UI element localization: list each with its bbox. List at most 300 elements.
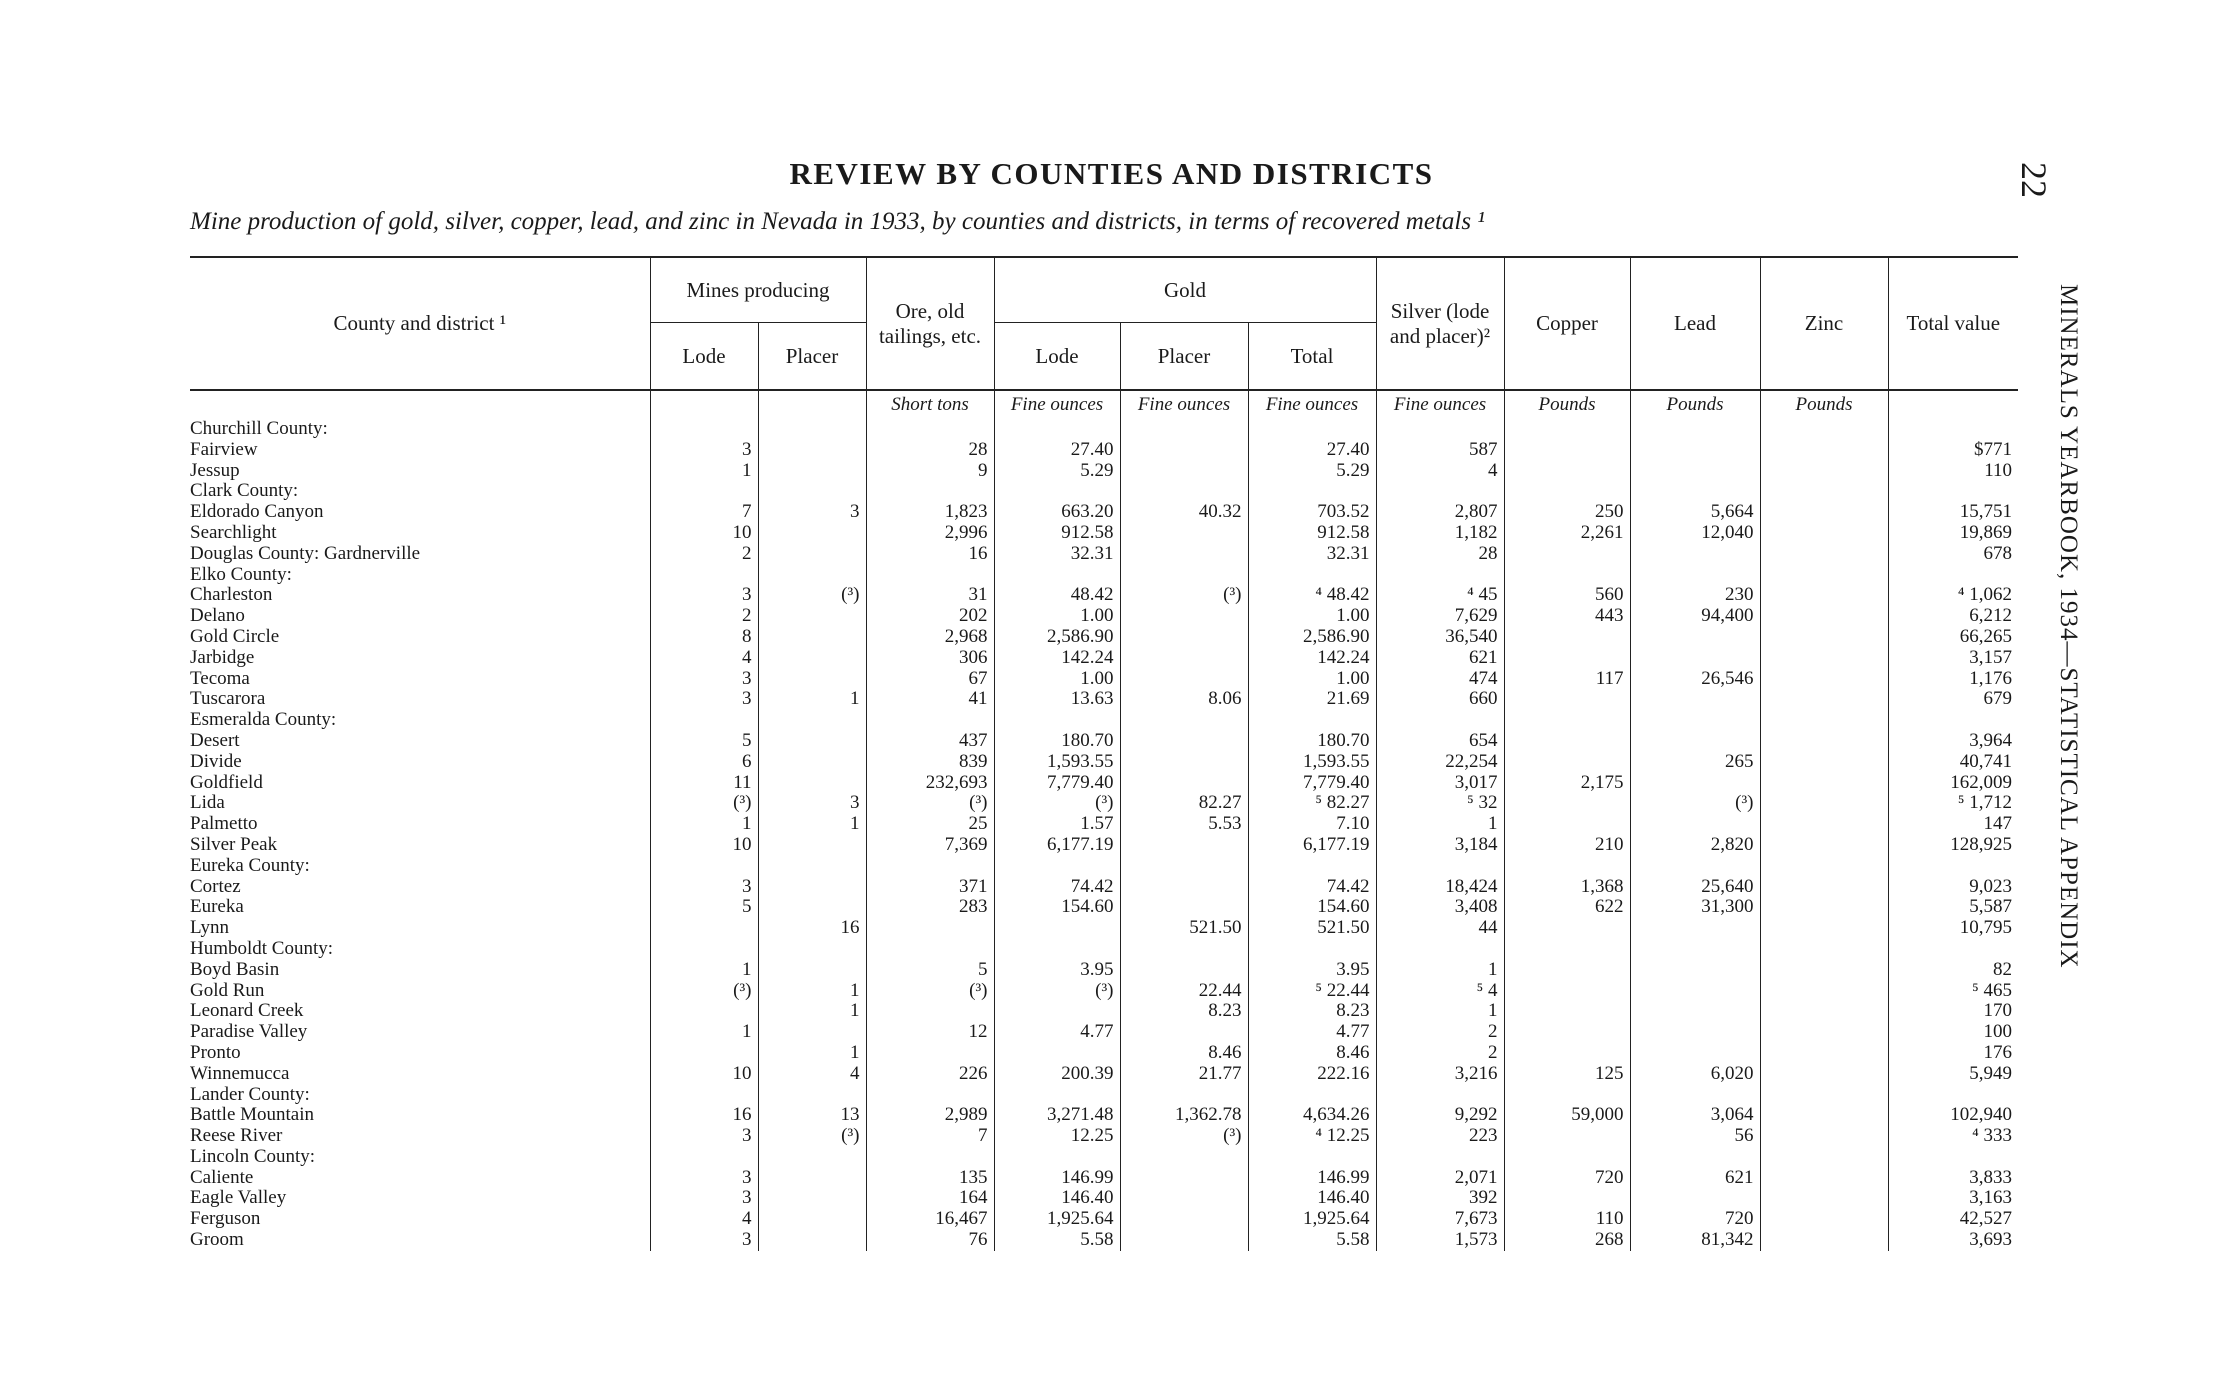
district-row	[190, 731, 2018, 752]
district-name: Reese River	[190, 1126, 283, 1147]
cell-gl: 4.77	[994, 1022, 1120, 1043]
cell-val: 3,693	[1888, 1230, 2018, 1251]
cell-placer: 1	[758, 814, 866, 835]
cell-zn	[1760, 627, 1888, 648]
cell-ore: 9	[866, 461, 994, 482]
cell-gt: 222.16	[1248, 1064, 1376, 1085]
district-row	[190, 648, 2018, 669]
cell-val: $771	[1888, 440, 2018, 461]
cell-gp	[1120, 1168, 1248, 1189]
cell-silver: 1	[1376, 1001, 1504, 1022]
cell-gl	[994, 710, 1120, 731]
district-name: Groom	[190, 1230, 244, 1251]
cell-gp: 22.44	[1120, 981, 1248, 1002]
cell-ore: 1,823	[866, 502, 994, 523]
cell-zn	[1760, 1126, 1888, 1147]
cell-gt: 521.50	[1248, 918, 1376, 939]
cell-gl: 12.25	[994, 1126, 1120, 1147]
cell-cu	[1504, 565, 1630, 586]
district-name: Tuscarora	[190, 689, 266, 710]
cell-gp	[1120, 773, 1248, 794]
cell-ore: 41	[866, 689, 994, 710]
cell-gp	[1120, 606, 1248, 627]
cell-gl	[994, 1085, 1120, 1106]
header-zinc: Zinc	[1760, 257, 1888, 390]
cell-zn	[1760, 689, 1888, 710]
district-name: Douglas County: Gardnerville	[190, 543, 421, 564]
cell-val: ⁴ 1,062	[1888, 585, 2018, 606]
cell-gt: 6,177.19	[1248, 835, 1376, 856]
cell-zn	[1760, 960, 1888, 981]
cell-gl: 1.00	[994, 669, 1120, 690]
district-name: Winnemucca	[190, 1063, 290, 1084]
cell-gp: 521.50	[1120, 918, 1248, 939]
cell-ore: 25	[866, 814, 994, 835]
cell-val	[1888, 939, 2018, 960]
county-row	[190, 1147, 2018, 1168]
cell-pb: 94,400	[1630, 606, 1760, 627]
district-row	[190, 440, 2018, 461]
cell-ore	[866, 1001, 994, 1022]
cell-gl: 1.57	[994, 814, 1120, 835]
cell-silver	[1376, 856, 1504, 877]
cell-val: 82	[1888, 960, 2018, 981]
cell-placer	[758, 565, 866, 586]
district-row	[190, 461, 2018, 482]
county-row	[190, 481, 2018, 502]
cell-gl	[994, 939, 1120, 960]
cell-pb	[1630, 1043, 1760, 1064]
cell-val: 3,833	[1888, 1168, 2018, 1189]
cell-gp: 8.46	[1120, 1043, 1248, 1064]
cell-ore: 12	[866, 1022, 994, 1043]
cell-gt: 21.69	[1248, 689, 1376, 710]
cell-val: 162,009	[1888, 773, 2018, 794]
cell-silver: 660	[1376, 689, 1504, 710]
cell-cu: 59,000	[1504, 1105, 1630, 1126]
district-name: Fairview	[190, 439, 258, 460]
cell-cu: 443	[1504, 606, 1630, 627]
cell-placer: 1	[758, 689, 866, 710]
cell-zn	[1760, 1188, 1888, 1209]
cell-ore: 2,996	[866, 523, 994, 544]
cell-cu	[1504, 731, 1630, 752]
cell-cu	[1504, 461, 1630, 482]
cell-gp	[1120, 752, 1248, 773]
district-name: Lida	[190, 793, 225, 814]
cell-lode: 4	[650, 1209, 758, 1230]
unit-gold-lode: Fine ounces	[994, 390, 1120, 419]
cell-lode: 16	[650, 1105, 758, 1126]
district-row	[190, 1168, 2018, 1189]
cell-silver: 3,216	[1376, 1064, 1504, 1085]
cell-gt: 5.29	[1248, 461, 1376, 482]
cell-placer	[758, 1147, 866, 1168]
unit-gold-total: Fine ounces	[1248, 390, 1376, 419]
district-row	[190, 1064, 2018, 1085]
cell-cu	[1504, 939, 1630, 960]
cell-val: 9,023	[1888, 877, 2018, 898]
cell-pb: 56	[1630, 1126, 1760, 1147]
cell-ore: 7,369	[866, 835, 994, 856]
county-row	[190, 419, 2018, 440]
cell-pb	[1630, 960, 1760, 981]
cell-gp	[1120, 1188, 1248, 1209]
cell-ore: 232,693	[866, 773, 994, 794]
cell-val: 3,157	[1888, 648, 2018, 669]
unit-lead: Pounds	[1630, 390, 1760, 419]
cell-silver: 1	[1376, 960, 1504, 981]
district-row	[190, 1230, 2018, 1251]
cell-silver: 587	[1376, 440, 1504, 461]
cell-placer	[758, 1168, 866, 1189]
cell-placer	[758, 1230, 866, 1251]
cell-gl: 6,177.19	[994, 835, 1120, 856]
cell-gp	[1120, 440, 1248, 461]
district-name: Charleston	[190, 585, 273, 606]
cell-ore	[866, 918, 994, 939]
cell-silver: 3,184	[1376, 835, 1504, 856]
unit-ore: Short tons	[866, 390, 994, 419]
cell-lode: 6	[650, 752, 758, 773]
cell-ore: 67	[866, 669, 994, 690]
cell-gp	[1120, 481, 1248, 502]
cell-lode	[650, 1043, 758, 1064]
cell-zn	[1760, 731, 1888, 752]
cell-gp	[1120, 710, 1248, 731]
cell-zn	[1760, 1001, 1888, 1022]
header-gold-total: Total	[1248, 323, 1376, 391]
cell-lode	[650, 419, 758, 440]
cell-gt: 2,586.90	[1248, 627, 1376, 648]
cell-ore: 135	[866, 1168, 994, 1189]
cell-silver	[1376, 565, 1504, 586]
cell-cu	[1504, 793, 1630, 814]
cell-ore: 2,968	[866, 627, 994, 648]
cell-gt: 4,634.26	[1248, 1105, 1376, 1126]
cell-gp: 8.23	[1120, 1001, 1248, 1022]
cell-cu	[1504, 1022, 1630, 1043]
cell-pb	[1630, 1188, 1760, 1209]
cell-cu	[1504, 981, 1630, 1002]
cell-pb	[1630, 461, 1760, 482]
district-name: Humboldt County:	[190, 938, 334, 959]
cell-zn	[1760, 773, 1888, 794]
cell-lode	[650, 565, 758, 586]
cell-cu: 2,175	[1504, 773, 1630, 794]
district-name: Divide	[190, 751, 242, 772]
cell-gt: ⁵ 82.27	[1248, 793, 1376, 814]
cell-pb	[1630, 544, 1760, 565]
cell-placer	[758, 669, 866, 690]
district-row	[190, 1001, 2018, 1022]
cell-gl: 1,593.55	[994, 752, 1120, 773]
header-total-value: Total value	[1888, 257, 2018, 390]
cell-zn	[1760, 1147, 1888, 1168]
cell-placer	[758, 773, 866, 794]
district-row	[190, 835, 2018, 856]
cell-gt: 1,593.55	[1248, 752, 1376, 773]
cell-lode: 3	[650, 440, 758, 461]
cell-gl: 154.60	[994, 897, 1120, 918]
cell-pb	[1630, 731, 1760, 752]
cell-pb	[1630, 627, 1760, 648]
cell-gl: 912.58	[994, 523, 1120, 544]
district-name: Boyd Basin	[190, 959, 280, 980]
cell-ore	[866, 1085, 994, 1106]
district-row	[190, 669, 2018, 690]
cell-gp	[1120, 835, 1248, 856]
cell-gp	[1120, 544, 1248, 565]
cell-val	[1888, 1147, 2018, 1168]
cell-placer	[758, 710, 866, 731]
district-name: Esmeralda County:	[190, 710, 337, 731]
cell-lode	[650, 856, 758, 877]
cell-cu	[1504, 1188, 1630, 1209]
cell-lode	[650, 939, 758, 960]
cell-pb	[1630, 1147, 1760, 1168]
cell-placer	[758, 627, 866, 648]
cell-ore: 7	[866, 1126, 994, 1147]
cell-ore: 371	[866, 877, 994, 898]
cell-gt: 74.42	[1248, 877, 1376, 898]
cell-zn	[1760, 835, 1888, 856]
cell-val: 100	[1888, 1022, 2018, 1043]
cell-ore	[866, 1147, 994, 1168]
cell-gl: 2,586.90	[994, 627, 1120, 648]
cell-gt: 146.99	[1248, 1168, 1376, 1189]
cell-cu	[1504, 689, 1630, 710]
cell-lode: 5	[650, 897, 758, 918]
cell-val: ⁵ 1,712	[1888, 793, 2018, 814]
cell-gl	[994, 1043, 1120, 1064]
district-name: Caliente	[190, 1167, 254, 1188]
cell-ore: 164	[866, 1188, 994, 1209]
cell-val: 42,527	[1888, 1209, 2018, 1230]
district-name: Searchlight	[190, 522, 277, 543]
cell-zn	[1760, 752, 1888, 773]
district-row	[190, 627, 2018, 648]
cell-pb: 720	[1630, 1209, 1760, 1230]
cell-gl	[994, 565, 1120, 586]
cell-placer	[758, 481, 866, 502]
cell-gl	[994, 1001, 1120, 1022]
header-silver: Silver (lode and placer)²	[1376, 257, 1504, 390]
cell-gt: 146.40	[1248, 1188, 1376, 1209]
cell-silver: 7,629	[1376, 606, 1504, 627]
header-county: County and district ¹	[190, 257, 650, 390]
cell-silver: 44	[1376, 918, 1504, 939]
cell-gt: 703.52	[1248, 502, 1376, 523]
cell-gt: 1.00	[1248, 669, 1376, 690]
cell-val: ⁵ 465	[1888, 981, 2018, 1002]
cell-pb: 2,820	[1630, 835, 1760, 856]
cell-lode: 3	[650, 585, 758, 606]
cell-cu: 1,368	[1504, 877, 1630, 898]
cell-lode: 11	[650, 773, 758, 794]
header-lead: Lead	[1630, 257, 1760, 390]
cell-lode	[650, 1085, 758, 1106]
cell-val	[1888, 1085, 2018, 1106]
county-row	[190, 939, 2018, 960]
cell-silver	[1376, 419, 1504, 440]
cell-gl: 1,925.64	[994, 1209, 1120, 1230]
header-gold: Gold	[994, 257, 1376, 323]
cell-silver: 223	[1376, 1126, 1504, 1147]
cell-gt: ⁴ 12.25	[1248, 1126, 1376, 1147]
cell-cu	[1504, 710, 1630, 731]
cell-gp	[1120, 523, 1248, 544]
page-title: REVIEW BY COUNTIES AND DISTRICTS	[789, 156, 1434, 191]
cell-gt	[1248, 856, 1376, 877]
cell-ore	[866, 481, 994, 502]
header-mines-placer: Placer	[758, 323, 866, 391]
district-row	[190, 918, 2018, 939]
cell-silver: 2,807	[1376, 502, 1504, 523]
cell-pb	[1630, 773, 1760, 794]
district-row	[190, 793, 2018, 814]
cell-gt	[1248, 565, 1376, 586]
cell-pb: 81,342	[1630, 1230, 1760, 1251]
cell-placer: (³)	[758, 585, 866, 606]
unit-silver: Fine ounces	[1376, 390, 1504, 419]
cell-zn	[1760, 939, 1888, 960]
cell-ore: 437	[866, 731, 994, 752]
cell-gt: 1.00	[1248, 606, 1376, 627]
cell-gt: ⁴ 48.42	[1248, 585, 1376, 606]
cell-gt: 27.40	[1248, 440, 1376, 461]
cell-val: 6,212	[1888, 606, 2018, 627]
cell-ore	[866, 565, 994, 586]
cell-gp	[1120, 877, 1248, 898]
cell-silver	[1376, 1085, 1504, 1106]
district-row	[190, 877, 2018, 898]
cell-gl: (³)	[994, 793, 1120, 814]
cell-cu	[1504, 1147, 1630, 1168]
cell-cu: 268	[1504, 1230, 1630, 1251]
cell-pb	[1630, 689, 1760, 710]
cell-zn	[1760, 897, 1888, 918]
county-row	[190, 710, 2018, 731]
district-name: Jarbidge	[190, 647, 255, 668]
cell-ore: 16,467	[866, 1209, 994, 1230]
cell-lode	[650, 481, 758, 502]
cell-val	[1888, 481, 2018, 502]
cell-placer	[758, 1022, 866, 1043]
county-row	[190, 544, 2018, 565]
cell-placer	[758, 835, 866, 856]
cell-pb	[1630, 939, 1760, 960]
cell-zn	[1760, 481, 1888, 502]
cell-gp	[1120, 1230, 1248, 1251]
cell-ore: 226	[866, 1064, 994, 1085]
cell-silver: 1	[1376, 814, 1504, 835]
district-row	[190, 523, 2018, 544]
cell-zn	[1760, 648, 1888, 669]
cell-gp	[1120, 648, 1248, 669]
cell-lode: (³)	[650, 981, 758, 1002]
cell-placer	[758, 897, 866, 918]
cell-silver: ⁵ 32	[1376, 793, 1504, 814]
cell-lode: 2	[650, 544, 758, 565]
cell-zn	[1760, 440, 1888, 461]
cell-zn	[1760, 606, 1888, 627]
cell-gp: 82.27	[1120, 793, 1248, 814]
district-name: Ferguson	[190, 1209, 261, 1230]
cell-placer	[758, 648, 866, 669]
cell-lode	[650, 1147, 758, 1168]
district-name: Desert	[190, 730, 240, 751]
district-name: Eureka	[190, 897, 244, 918]
cell-cu: 720	[1504, 1168, 1630, 1189]
cell-gl: 180.70	[994, 731, 1120, 752]
cell-pb	[1630, 981, 1760, 1002]
district-name: Elko County:	[190, 564, 292, 585]
cell-gl: 1.00	[994, 606, 1120, 627]
cell-val: 19,869	[1888, 523, 2018, 544]
cell-val: 176	[1888, 1043, 2018, 1064]
cell-cu	[1504, 627, 1630, 648]
cell-cu	[1504, 544, 1630, 565]
cell-placer: 4	[758, 1064, 866, 1085]
cell-zn	[1760, 981, 1888, 1002]
cell-gp	[1120, 565, 1248, 586]
header-gold-lode: Lode	[994, 323, 1120, 391]
cell-gt: 8.23	[1248, 1001, 1376, 1022]
header-copper: Copper	[1504, 257, 1630, 390]
cell-gp: 21.77	[1120, 1064, 1248, 1085]
cell-gl: 142.24	[994, 648, 1120, 669]
cell-gp	[1120, 960, 1248, 981]
cell-silver: 392	[1376, 1188, 1504, 1209]
cell-silver	[1376, 1147, 1504, 1168]
cell-val: 15,751	[1888, 502, 2018, 523]
cell-pb	[1630, 648, 1760, 669]
cell-gl: 200.39	[994, 1064, 1120, 1085]
cell-gl	[994, 1147, 1120, 1168]
cell-val: ⁴ 333	[1888, 1126, 2018, 1147]
district-row	[190, 1043, 2018, 1064]
cell-val	[1888, 565, 2018, 586]
cell-gp	[1120, 856, 1248, 877]
cell-silver	[1376, 481, 1504, 502]
header-mines-lode: Lode	[650, 323, 758, 391]
district-name: Palmetto	[190, 814, 258, 835]
cell-gt: 5.58	[1248, 1230, 1376, 1251]
district-name: Goldfield	[190, 772, 263, 793]
cell-lode: 1	[650, 814, 758, 835]
cell-zn	[1760, 1105, 1888, 1126]
cell-cu	[1504, 752, 1630, 773]
district-row	[190, 1105, 2018, 1126]
cell-lode: 7	[650, 502, 758, 523]
district-row	[190, 689, 2018, 710]
cell-ore: 2,989	[866, 1105, 994, 1126]
cell-silver: 3,017	[1376, 773, 1504, 794]
cell-gp	[1120, 627, 1248, 648]
cell-ore	[866, 1043, 994, 1064]
cell-placer: 1	[758, 1043, 866, 1064]
cell-gl: 146.40	[994, 1188, 1120, 1209]
cell-zn	[1760, 1085, 1888, 1106]
cell-lode: 10	[650, 1064, 758, 1085]
cell-val: 66,265	[1888, 627, 2018, 648]
cell-cu: 250	[1504, 502, 1630, 523]
cell-placer	[758, 731, 866, 752]
cell-placer	[758, 544, 866, 565]
cell-ore: 76	[866, 1230, 994, 1251]
cell-placer: 3	[758, 793, 866, 814]
